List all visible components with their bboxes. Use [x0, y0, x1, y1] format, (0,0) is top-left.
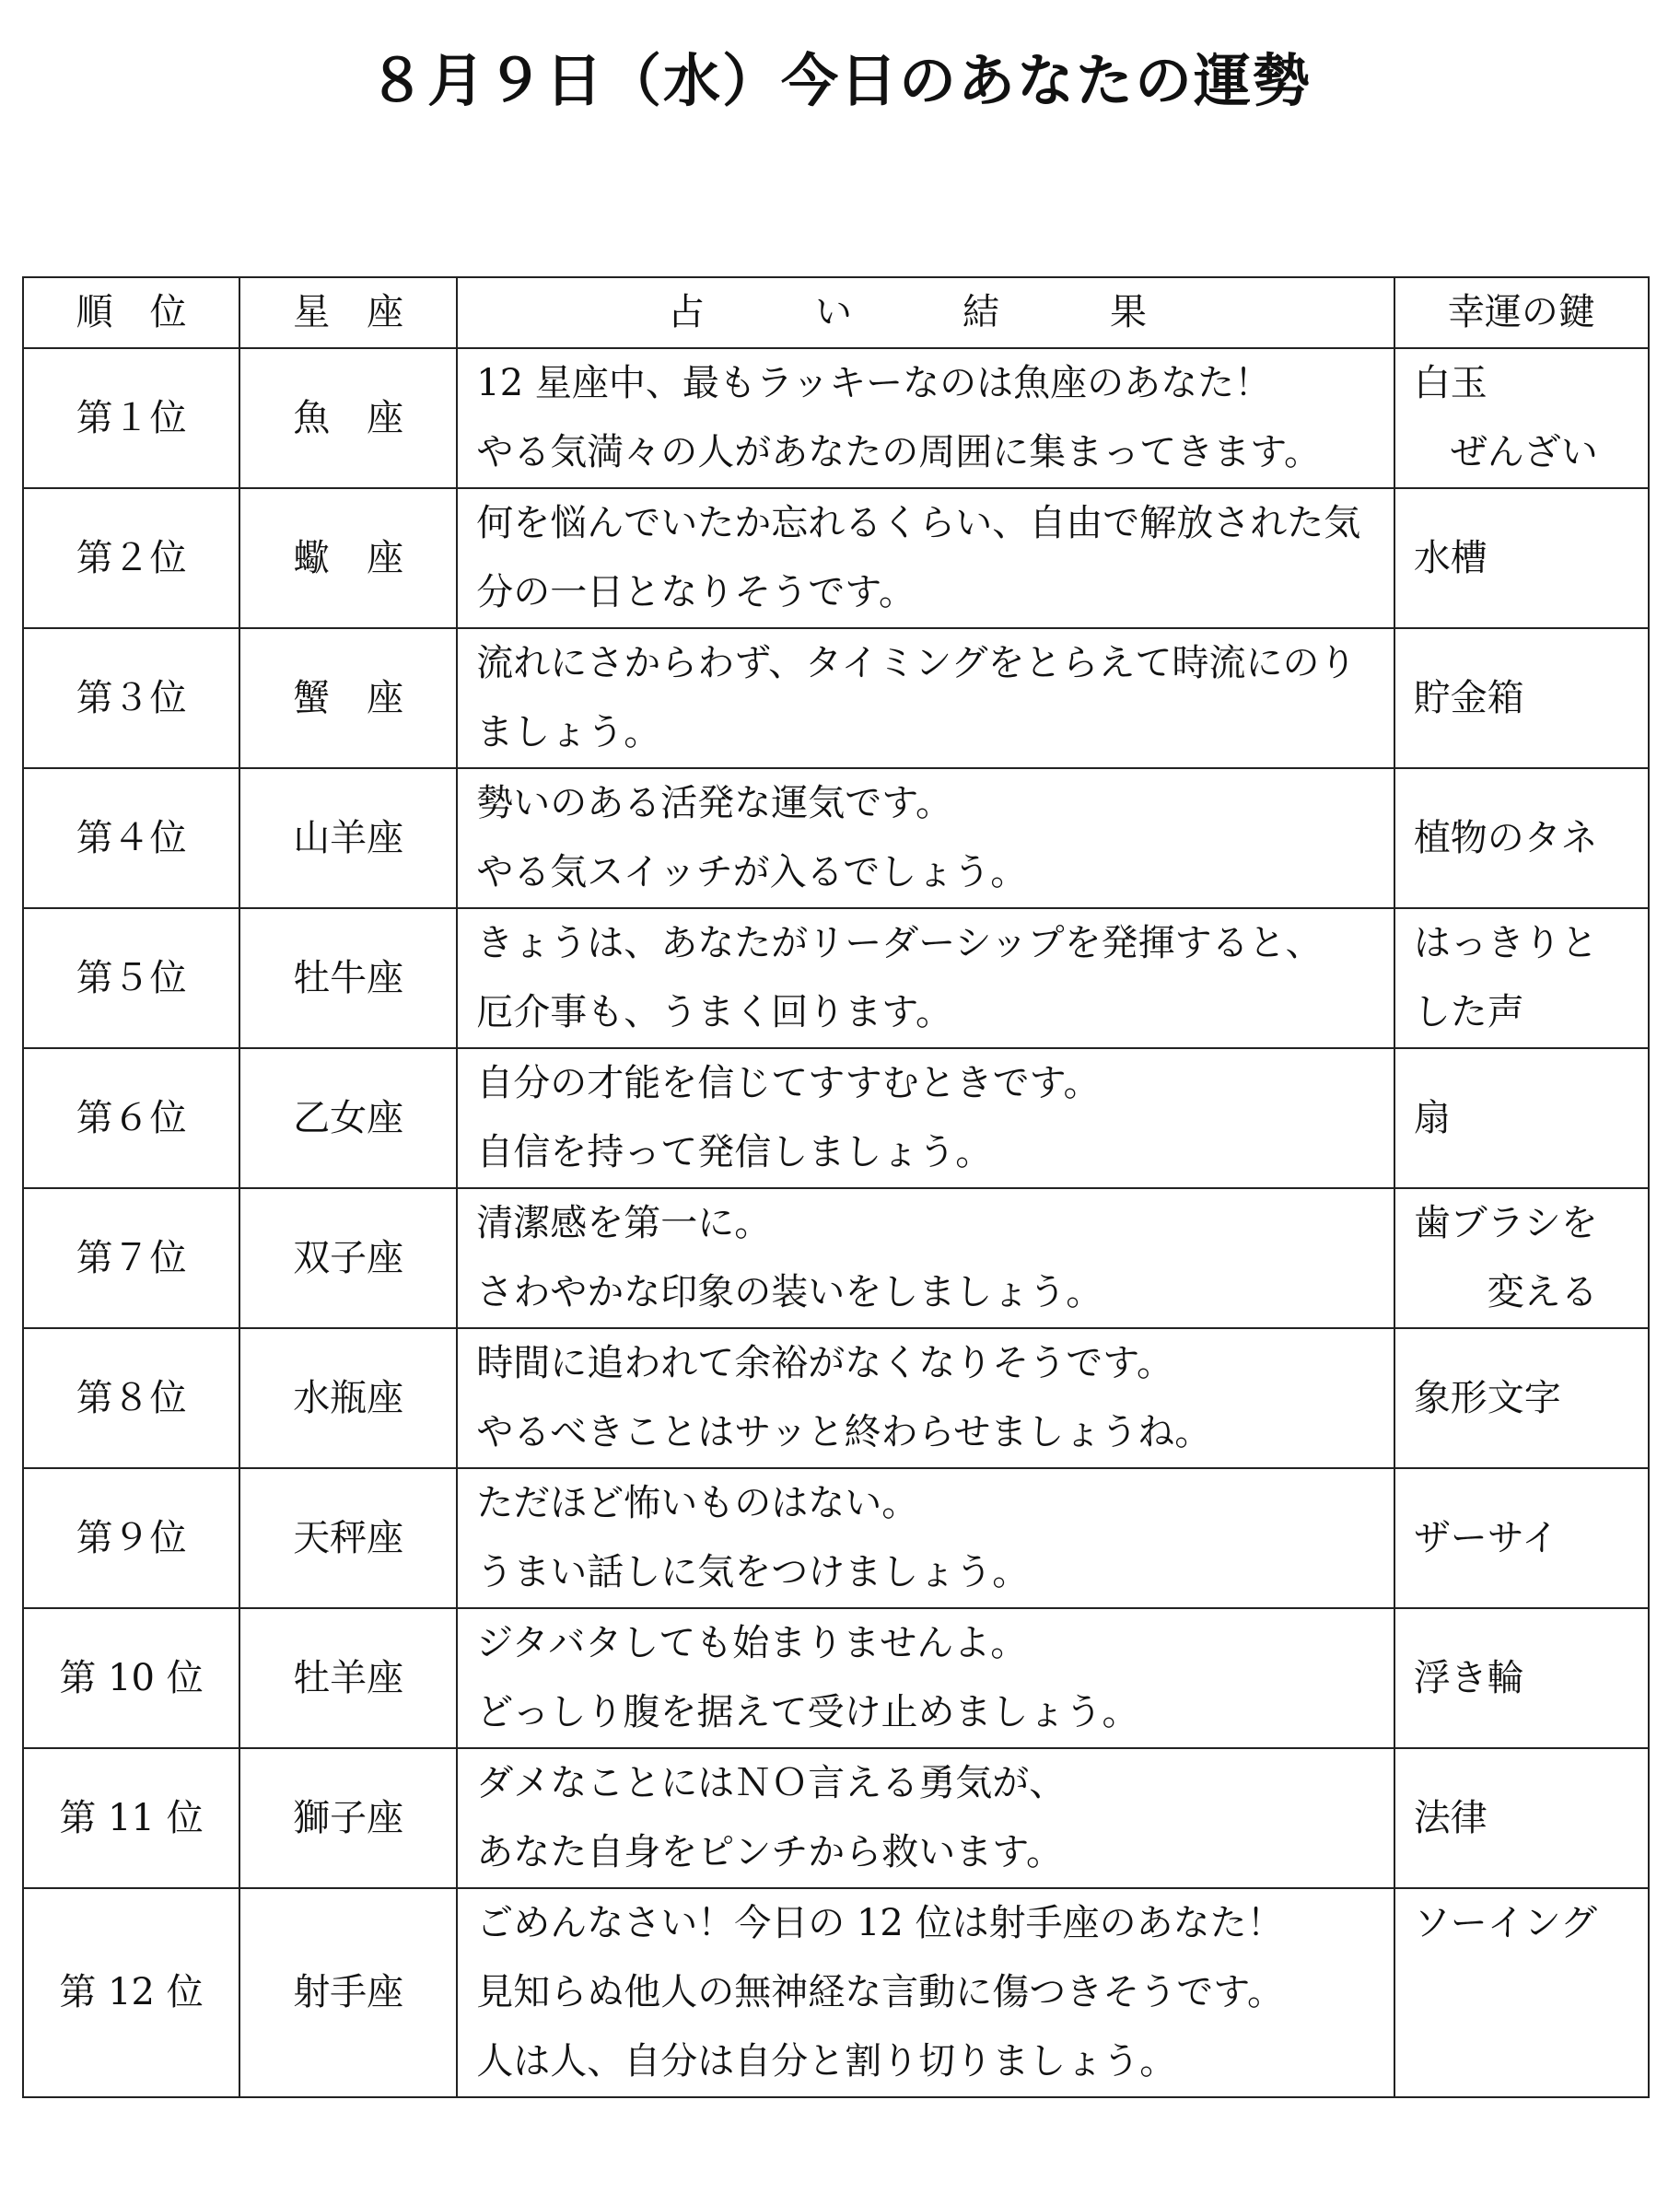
- lucky-key-line: 白玉: [1413, 362, 1488, 404]
- rank-cell: 第２位: [23, 488, 239, 628]
- rank-cell: 第 11 位: [23, 1748, 239, 1888]
- rank-cell: 第６位: [23, 1048, 239, 1188]
- rank-cell: 第３位: [23, 628, 239, 768]
- lucky-key-line: ぜんざい: [1413, 431, 1598, 473]
- result-cell: [457, 908, 1394, 1048]
- lucky-key-line: ソーイング: [1413, 1902, 1598, 1944]
- table-row: [23, 1468, 1649, 1608]
- fortune-table: [22, 276, 1650, 2098]
- sign-cell: 牡羊座: [239, 1608, 457, 1748]
- sign-cell: 蟹 座: [239, 628, 457, 768]
- result-cell: [457, 1468, 1394, 1608]
- result-line: きょうは、あなたがリーダーシップを発揮すると、: [476, 922, 1323, 964]
- sign-cell: 山羊座: [239, 768, 457, 908]
- lucky-key-cell: [1394, 1048, 1649, 1188]
- result-line: ダメなことにはＮＯ言える勇気が、: [476, 1762, 1067, 1804]
- lucky-key-cell: [1394, 1608, 1649, 1748]
- table-row: [23, 1328, 1649, 1468]
- rank-cell: 第７位: [23, 1188, 239, 1328]
- result-cell: [457, 1608, 1394, 1748]
- lucky-key-cell: [1394, 908, 1649, 1048]
- header-sign: 星 座: [239, 277, 457, 348]
- lucky-key-cell: [1394, 1888, 1649, 2097]
- result-line: 自分の才能を信じてすすむときです。: [476, 1062, 1101, 1104]
- rank-cell: 第８位: [23, 1328, 239, 1468]
- result-line: 見知らぬ他人の無神経な言動に傷つきそうです。: [476, 1971, 1285, 2013]
- result-cell: [457, 1748, 1394, 1888]
- result-line: どっしり腹を据えて受け止めましょう。: [476, 1691, 1139, 1733]
- table-row: [23, 1188, 1649, 1328]
- lucky-key-line: 扇: [1413, 1096, 1451, 1139]
- rank-cell: 第９位: [23, 1468, 239, 1608]
- result-cell: [457, 628, 1394, 768]
- result-line: 流れにさからわず、タイミングをとらえて時流にのりましょう。: [476, 642, 1357, 753]
- lucky-key-line: 浮き輪: [1413, 1656, 1524, 1699]
- sign-cell: 獅子座: [239, 1748, 457, 1888]
- lucky-key-cell: [1394, 1468, 1649, 1608]
- header-result: 占 い 結 果: [457, 277, 1394, 348]
- lucky-key-line: 象形文字: [1413, 1376, 1561, 1419]
- sign-cell: 乙女座: [239, 1048, 457, 1188]
- rank-cell: 第４位: [23, 768, 239, 908]
- result-line: 時間に追われて余裕がなくなりそうです。: [476, 1342, 1174, 1384]
- sign-cell: 蠍 座: [239, 488, 457, 628]
- result-line: 12 星座中、最もラッキーなのは魚座のあなた！: [476, 362, 1272, 404]
- result-line: やる気満々の人があなたの周囲に集まってきます。: [476, 431, 1322, 473]
- rank-cell: 第５位: [23, 908, 239, 1048]
- lucky-key-cell: [1394, 1188, 1649, 1328]
- table-row: [23, 1608, 1649, 1748]
- table-row: [23, 628, 1649, 768]
- result-line: さわやかな印象の装いをしましょう。: [476, 1271, 1103, 1313]
- result-line: 何を悩んでいたか忘れるくらい、自由で解放された気分の一日となりそうです。: [476, 502, 1361, 613]
- result-line: うまい話しに気をつけましょう。: [476, 1551, 1030, 1593]
- result-line: 勢いのある活発な運気です。: [476, 782, 953, 824]
- result-cell: [457, 1888, 1394, 2097]
- header-key: 幸運の鍵: [1394, 277, 1649, 348]
- result-line: 自信を持って発信しましょう。: [476, 1131, 993, 1173]
- table-row: [23, 348, 1649, 488]
- table-row: [23, 1888, 1649, 2097]
- result-line: 人は人、自分は自分と割り切りましょう。: [476, 2040, 1177, 2082]
- lucky-key-cell: [1394, 348, 1649, 488]
- result-cell: [457, 1188, 1394, 1328]
- table-row: [23, 768, 1649, 908]
- result-line: やるべきことはサッと終わらせましょうね。: [476, 1411, 1212, 1453]
- table-row: [23, 488, 1649, 628]
- result-cell: [457, 348, 1394, 488]
- result-line: 清潔感を第一に。: [476, 1202, 772, 1244]
- lucky-key-line: した声: [1413, 991, 1524, 1033]
- rank-cell: 第 10 位: [23, 1608, 239, 1748]
- lucky-key-line: はっきりと: [1413, 922, 1598, 964]
- table-row: [23, 908, 1649, 1048]
- lucky-key-line: 植物のタネ: [1413, 816, 1598, 859]
- result-line: ごめんなさい！今日の 12 位は射手座のあなた！: [476, 1902, 1284, 1944]
- lucky-key-cell: [1394, 628, 1649, 768]
- sign-cell: 水瓶座: [239, 1328, 457, 1468]
- table-header-row: [23, 277, 1649, 348]
- page-title: ８月９日（水）今日のあなたの運勢: [368, 47, 1312, 114]
- result-cell: [457, 488, 1394, 628]
- lucky-key-cell: [1394, 1328, 1649, 1468]
- lucky-key-line: 法律: [1413, 1796, 1488, 1839]
- lucky-key-line: ザーサイ: [1413, 1516, 1559, 1559]
- sign-cell: 天秤座: [239, 1468, 457, 1608]
- result-cell: [457, 1328, 1394, 1468]
- lucky-key-line: 歯ブラシを: [1413, 1202, 1598, 1244]
- lucky-key-line: 変える: [1413, 1271, 1598, 1313]
- sign-cell: 牡牛座: [239, 908, 457, 1048]
- result-cell: [457, 1048, 1394, 1188]
- lucky-key-cell: [1394, 768, 1649, 908]
- sign-cell: 双子座: [239, 1188, 457, 1328]
- result-cell: [457, 768, 1394, 908]
- table-row: [23, 1748, 1649, 1888]
- lucky-key-cell: [1394, 1748, 1649, 1888]
- sign-cell: 射手座: [239, 1888, 457, 2097]
- result-line: あなた自身をピンチから救います。: [476, 1831, 1064, 1873]
- result-line: やる気スイッチが入るでしょう。: [476, 851, 1028, 893]
- lucky-key-line: 水槽: [1413, 536, 1488, 579]
- lucky-key-cell: [1394, 488, 1649, 628]
- table-row: [23, 1048, 1649, 1188]
- result-line: ジタバタしても始まりませんよ。: [476, 1622, 1028, 1664]
- result-line: 厄介事も、うまく回ります。: [476, 991, 953, 1033]
- rank-cell: 第 12 位: [23, 1888, 239, 2097]
- lucky-key-line: 貯金箱: [1413, 676, 1524, 719]
- result-line: ただほど怖いものはない。: [476, 1482, 919, 1524]
- sign-cell: 魚 座: [239, 348, 457, 488]
- header-rank: 順 位: [23, 277, 239, 348]
- rank-cell: 第１位: [23, 348, 239, 488]
